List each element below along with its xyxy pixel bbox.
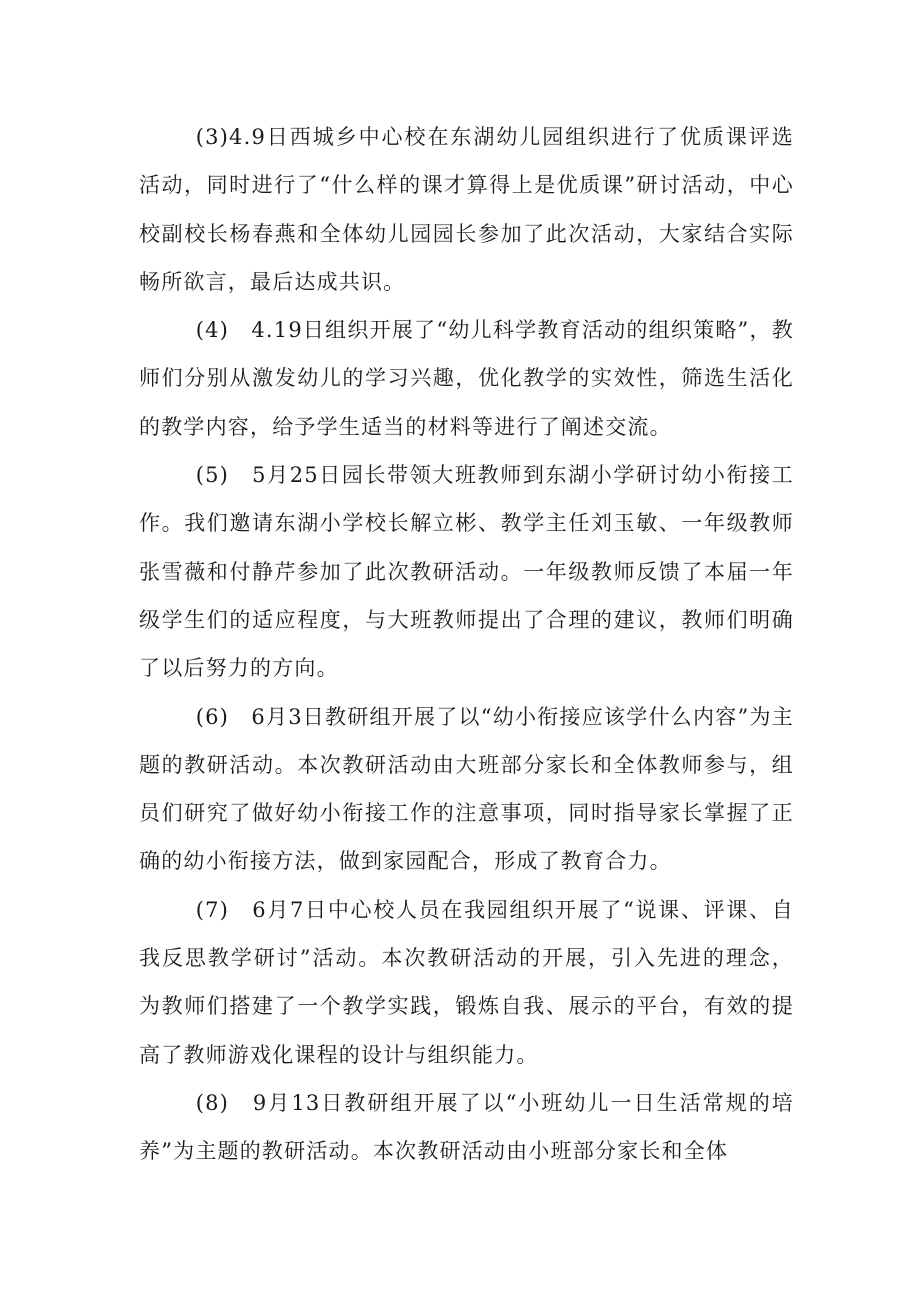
paragraph-item-4: (4) 4.19日组织开展了“幼儿科学教育活动的组织策略”，教师们分别从激发幼儿的学习兴趣，优化教学的实效性，筛选生活化的教学内容，给予学生适当的材料等进行了阐述交流。 xyxy=(139,318,794,439)
paragraph-item-6: (6) 6月3日教研组开展了以“幼小衔接应该学什么内容”为主题的教研活动。本次教研活动由大班部分家长和全体教师参与，组员们研究了做好幼小衔接工作的注意事项，同时指导家长掌握了正确的幼小衔接方法，做到家园配合，形成了教育合力。 xyxy=(139,704,794,874)
paragraph-item-3: (3)4.9日西城乡中心校在东湖幼儿园组织进行了优质课评选活动，同时进行了“什么样的课才算得上是优质课”研讨活动，中心校副校长杨春燕和全体幼儿园园长参加了此次活动，大家结合实际畅所欲言，最后达成共识。 xyxy=(139,125,794,294)
document-body xyxy=(139,113,794,1176)
paragraph-item-8: (8) 9月13日教研组开展了以“小班幼儿一日生活常规的培养”为主题的教研活动。本次教研活动由小班部分家长和全体 xyxy=(139,1090,794,1164)
paragraph-item-5: (5) 5月25日园长带领大班教师到东湖小学研讨幼小衔接工作。我们邀请东湖小学校长解立彬、教学主任刘玉敏、一年级教师张雪薇和付静芹参加了此次教研活动。一年级教师反馈了本届一年级学生们的适应程度，与大班教师提出了合理的建议，教师们明确了以后努力的方向。 xyxy=(139,463,794,681)
paragraph-item-7: (7) 6月7日中心校人员在我园组织开展了“说课、评课、自我反思教学研讨”活动。本次教研活动的开展，引入先进的理念，为教师们搭建了一个教学实践，锻炼自我、展示的平台，有效的提高了教师游戏化课程的设计与组织能力。 xyxy=(139,897,794,1067)
